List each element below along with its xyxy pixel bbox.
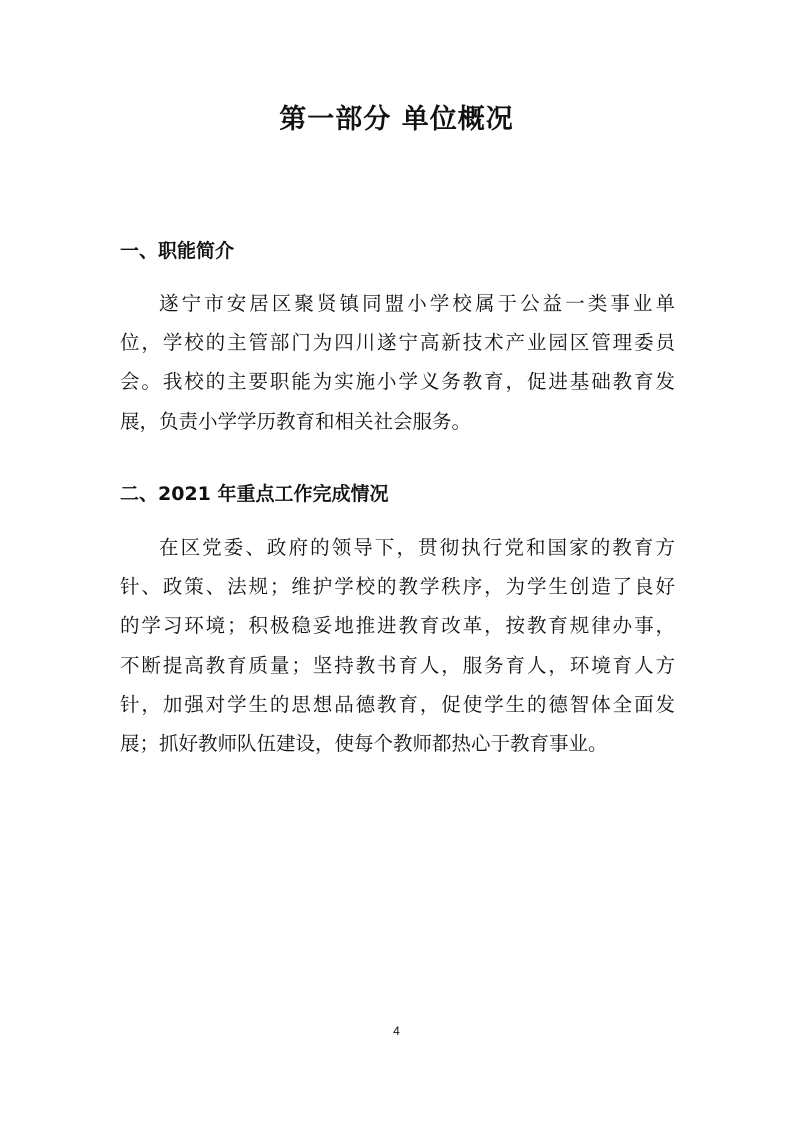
paragraph-line: 不断提高教育质量；坚持教书育人，服务育人，环境育人方 [120,653,675,677]
paragraph-line: 展；抓好教师队伍建设，使每个教师都热心于教育事业。 [120,731,608,755]
paragraph-line: 位，学校的主管部门为四川遂宁高新技术产业园区管理委员 [120,331,675,355]
paragraph-line: 针，加强对学生的思想品德教育，促使学生的德智体全面发 [120,692,675,716]
paragraph-line: 在区党委、政府的领导下，贯彻执行党和国家的教育方 [159,536,675,559]
section-heading-function-intro: 一、职能简介 [120,240,235,262]
paragraph-key-work [120,528,675,763]
page-number: 4 [393,1024,400,1038]
paragraph-line: 的学习环境；积极稳妥地推进教育改革，按教育规律办事， [120,614,675,638]
section-heading-key-work-2021: 二、2021 年重点工作完成情况 [120,483,389,505]
paragraph-line: 针、政策、法规；维护学校的教学秩序，为学生创造了良好 [120,575,675,599]
paragraph-line: 会。我校的主要职能为实施小学义务教育，促进基础教育发 [120,370,675,394]
paragraph-line: 遂宁市安居区聚贤镇同盟小学校属于公益一类事业单 [159,292,675,315]
paragraph-function-intro [120,284,675,441]
paragraph-line: 展，负责小学学历教育和相关社会服务。 [120,409,472,433]
page-title: 第一部分 单位概况 [279,104,514,135]
